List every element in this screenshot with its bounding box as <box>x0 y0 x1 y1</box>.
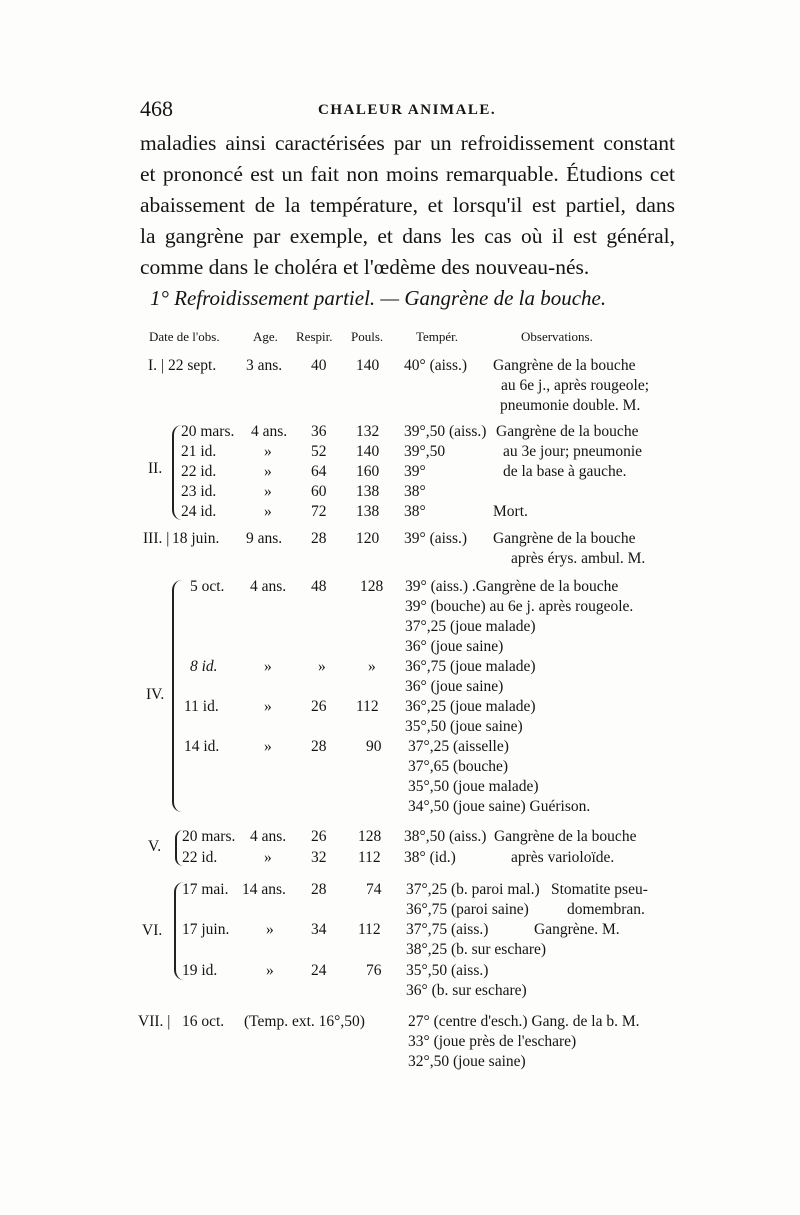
paragraph-line: maladies ainsi caractérisées par un refroidissement constant <box>140 131 675 155</box>
cell-date: 21 id. <box>181 443 217 460</box>
cell-pouls: 74 <box>366 881 382 898</box>
cell-date: 20 mars. <box>182 828 236 845</box>
cell-age: » <box>264 698 272 715</box>
row-label: IV. <box>146 686 165 703</box>
header-temper: Tempér. <box>416 329 459 344</box>
brace <box>172 580 182 812</box>
cell-age: 14 ans. <box>242 881 286 898</box>
cell-respir: 36 <box>311 423 327 440</box>
running-head: CHALEUR ANIMALE. <box>318 102 497 118</box>
cell-obs: Stomatite pseu- <box>551 881 648 898</box>
cell-obs: Gangrène de la bouche <box>493 530 636 547</box>
cell-age: » <box>264 503 272 520</box>
cell-obs: après varioloïde. <box>511 849 615 866</box>
cell-age: 4 ans. <box>250 828 287 845</box>
cell-temp: 39° <box>404 463 426 480</box>
cell-date: 14 id. <box>184 738 220 755</box>
cell-date: 22 id. <box>182 849 218 866</box>
cell-pouls: 138 <box>356 503 380 520</box>
cell-date: 11 id. <box>184 698 219 715</box>
cell-pouls: 140 <box>356 357 380 374</box>
obs-line: 34°,50 (joue saine) Guérison. <box>408 798 591 815</box>
cell-temp: 39° (aiss.) <box>404 530 468 547</box>
cell-obs: Mort. <box>493 503 528 520</box>
cell-temp: 38° <box>404 483 426 500</box>
cell-respir: 28 <box>311 738 327 755</box>
cell-obs: au 6e j., après rougeole; <box>501 377 650 394</box>
cell-temp: 36°,75 (paroi saine) <box>406 901 529 918</box>
cell-temp: 38° <box>404 503 426 520</box>
cell-respir: 32 <box>311 849 327 866</box>
obs-line: 37°,25 (joue malade) <box>405 618 536 635</box>
cell-temp: 38°,25 (b. sur eschare) <box>406 941 547 958</box>
cell-pouls: 128 <box>360 578 384 595</box>
cell-respir: 28 <box>311 530 327 547</box>
obs-line: 35°,50 (joue malade) <box>408 778 539 795</box>
cell-age: 4 ans. <box>250 578 287 595</box>
cell-respir: » <box>318 658 326 675</box>
obs-line: 39° (bouche) au 6e j. après rougeole. <box>405 598 634 615</box>
cell-pouls: 132 <box>356 423 380 440</box>
row-label: II. <box>148 460 163 477</box>
cell-date: 20 mars. <box>181 423 235 440</box>
cell-pouls: 120 <box>356 530 380 547</box>
cell-age: 9 ans. <box>246 530 283 547</box>
cell-ext-temp: (Temp. ext. 16°,50) <box>244 1013 365 1030</box>
cell-obs: Gangrène. M. <box>534 921 620 938</box>
row-label: V. <box>148 838 162 855</box>
cell-date: 22 sept. <box>168 357 217 374</box>
row-label: III. | <box>143 530 170 547</box>
cell-obs: de la base à gauche. <box>503 463 627 480</box>
page-number: 468 <box>140 96 173 121</box>
header-date: Date de l'obs. <box>149 329 220 344</box>
cell-age: » <box>264 849 272 866</box>
cell-temp: 39°,50 <box>404 443 446 460</box>
cell-date: 18 juin. <box>172 530 220 547</box>
cell-age: » <box>264 443 272 460</box>
cell-date: 22 id. <box>181 463 217 480</box>
cell-date: 16 oct. <box>182 1013 225 1030</box>
cell-pouls: 112 <box>358 849 381 866</box>
cell-age: » <box>264 463 272 480</box>
cell-respir: 34 <box>311 921 327 938</box>
cell-obs: Gangrène de la bouche <box>496 423 639 440</box>
row-label: VII. | <box>138 1013 171 1030</box>
cell-age: » <box>264 738 272 755</box>
cell-obs: au 3e jour; pneumonie <box>503 443 643 460</box>
obs-line: 27° (centre d'esch.) Gang. de la b. M. <box>408 1013 640 1030</box>
cell-obs: après érys. ambul. M. <box>511 550 646 567</box>
cell-pouls: 160 <box>356 463 380 480</box>
cell-pouls: 112 <box>356 698 379 715</box>
cell-age: » <box>266 921 274 938</box>
cell-respir: 64 <box>311 463 327 480</box>
cell-age: 3 ans. <box>246 357 283 374</box>
header-respir: Respir. <box>296 329 333 344</box>
cell-respir: 24 <box>311 962 327 979</box>
header-pouls: Pouls. <box>351 329 384 344</box>
paragraph <box>140 128 675 283</box>
row-label: I. | <box>148 357 165 374</box>
cell-pouls: 128 <box>358 828 382 845</box>
cell-pouls: 90 <box>366 738 382 755</box>
cell-date: 24 id. <box>181 503 217 520</box>
cell-temp: 37°,75 (aiss.) <box>406 921 489 938</box>
paragraph-line: comme dans le choléra et l'œdème des nouveau-nés. <box>140 255 590 279</box>
cell-respir: 52 <box>311 443 327 460</box>
cell-respir: 40 <box>311 357 327 374</box>
cell-temp: 38° (id.) <box>404 849 456 866</box>
cell-pouls: » <box>368 658 376 675</box>
obs-line: 33° (joue près de l'eschare) <box>408 1033 577 1050</box>
cell-pouls: 138 <box>356 483 380 500</box>
cell-pouls: 76 <box>366 962 382 979</box>
cell-respir: 28 <box>311 881 327 898</box>
obs-line: 39° (aiss.) .Gangrène de la bouche <box>405 578 619 595</box>
cell-respir: 60 <box>311 483 327 500</box>
cell-respir: 26 <box>311 698 327 715</box>
cell-age: » <box>264 658 272 675</box>
cell-obs: Gangrène de la bouche <box>494 828 637 845</box>
obs-line: 37°,65 (bouche) <box>408 758 509 775</box>
cell-obs: pneumonie double. M. <box>500 397 641 414</box>
obs-line: 32°,50 (joue saine) <box>408 1053 526 1070</box>
cell-date: 8 id. <box>190 658 218 675</box>
cell-temp: 40° (aiss.) <box>404 357 468 374</box>
cell-date: 17 mai. <box>182 881 229 898</box>
cell-temp: 38°,50 (aiss.) <box>404 828 487 845</box>
obs-line: 35°,50 (joue saine) <box>405 718 523 735</box>
cell-temp: 37°,25 (b. paroi mal.) <box>406 881 540 898</box>
obs-line: 36° (joue saine) <box>405 678 504 695</box>
row-label: VI. <box>142 922 163 939</box>
paragraph-line: abaissement de la température, et lorsqu'il est partiel, dans <box>140 193 675 217</box>
obs-line: 36°,75 (joue malade) <box>405 658 536 675</box>
paragraph-line: et prononcé est un fait non moins remarquable. Étudions cet <box>140 162 675 186</box>
obs-line: 37°,25 (aisselle) <box>408 738 509 755</box>
cell-pouls: 112 <box>358 921 381 938</box>
obs-line: 36° (joue saine) <box>405 638 504 655</box>
cell-date: 17 juin. <box>182 921 230 938</box>
paragraph-line: la gangrène par exemple, et dans les cas où il est général, <box>140 224 675 248</box>
cell-age: » <box>264 483 272 500</box>
cell-pouls: 140 <box>356 443 380 460</box>
header-observations: Observations. <box>521 329 593 344</box>
cell-temp: 36° (b. sur eschare) <box>406 982 527 999</box>
cell-obs: Gangrène de la bouche <box>493 357 636 374</box>
cell-respir: 72 <box>311 503 327 520</box>
cell-respir: 26 <box>311 828 327 845</box>
cell-obs: domembran. <box>567 901 645 918</box>
header-age: Age. <box>253 329 278 344</box>
section-title: 1° Refroidissement partiel. — Gangrène de la bouche. <box>150 286 607 310</box>
cell-temp: 35°,50 (aiss.) <box>406 962 489 979</box>
cell-respir: 48 <box>311 578 327 595</box>
cell-date: 23 id. <box>181 483 217 500</box>
cell-age: 4 ans. <box>251 423 288 440</box>
cell-temp: 39°,50 (aiss.) <box>404 423 487 440</box>
cell-age: » <box>266 962 274 979</box>
cell-date: 19 id. <box>182 962 218 979</box>
obs-line: 36°,25 (joue malade) <box>405 698 536 715</box>
cell-date: 5 oct. <box>190 578 225 595</box>
